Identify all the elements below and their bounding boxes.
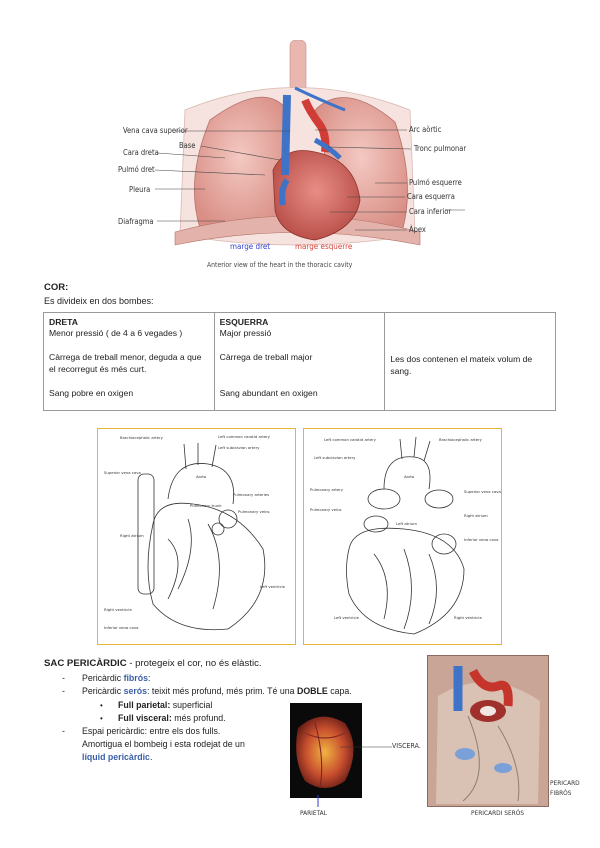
label-pericardi-fibros-1: PERICARD: [550, 779, 580, 787]
hl-right-ventricle: Right ventricle: [104, 607, 132, 612]
leader-visceral: [340, 735, 400, 755]
space-text-2: Amortigua el bombeig i esta rodejat de un: [82, 739, 245, 749]
esquerra-blood: Sang abundant en oxigen: [219, 388, 318, 398]
esquerra-pressure: Major pressió: [219, 328, 272, 338]
seros-prefix: Pericàrdic: [82, 686, 124, 696]
label-cara-inferior: Cara inferior: [409, 207, 452, 216]
hr-pulmonary-artery: Pulmonary artery: [310, 487, 343, 492]
leader-parietal: [314, 795, 322, 809]
hr-left-subclavian: Left subclavian artery: [314, 455, 356, 460]
hr-right-ventricle: Right ventricle: [454, 615, 482, 620]
hl-superior-vena-cava: Superior vena cava: [104, 470, 141, 475]
fibros-term: fibrós: [123, 673, 148, 683]
lungs-figure: [115, 40, 485, 280]
pericardium-sac-illustration: [428, 656, 548, 806]
dreta-pressure: Menor pressió ( de 4 a 6 vegades ): [49, 328, 183, 338]
label-cara-dreta: Cara dreta: [123, 148, 159, 157]
seros-bold: DOBLE: [296, 686, 328, 696]
label-diafragma: Diafragma: [118, 217, 154, 226]
column-title-esquerra: ESQUERRA: [219, 317, 269, 327]
hl-pulmonary-veins: Pulmonary veins: [238, 509, 270, 514]
label-pulmo-esquerre: Pulmó esquerre: [409, 178, 462, 187]
visceral-term: Full visceral:: [118, 713, 172, 723]
list-item: - Pericàrdic fibrós:: [62, 673, 151, 683]
label-vena-cava-superior: Vena cava superior: [123, 126, 188, 135]
sac-title-rest: - protegeix el cor, no és elàstic.: [126, 658, 262, 669]
hr-brachiocephalic: Brachiocephalic artery: [439, 437, 482, 442]
hl-pulmonary-arteries: Pulmonary arteries: [233, 492, 270, 497]
hr-right-atrium: Right atrium: [464, 513, 488, 518]
hr-pulmonary-veins: Pulmonary veins: [310, 507, 342, 512]
label-tronc-pulmonar: Tronc pulmonar: [414, 144, 467, 153]
heart-drawing-left: [97, 428, 296, 645]
sac-heading: [44, 658, 262, 669]
hr-aorta: Aorta: [404, 474, 415, 479]
hl-aorta: Aorta: [196, 474, 207, 479]
hl-left-ventricle: Left ventricle: [260, 584, 285, 589]
label-marge-esquerre: marge esquerre: [295, 242, 353, 251]
seros-suffix: : teixit més profund, més prim. Té una: [147, 686, 297, 696]
hr-left-common-carotid: Left common carotid artery: [324, 437, 376, 442]
parietal-term: Full parietal:: [118, 700, 171, 710]
parietal-text: superficial: [170, 700, 213, 710]
label-pleura: Pleura: [129, 185, 151, 194]
esquerra-workload: Càrrega de treball major: [219, 352, 313, 362]
table-cell-both: [385, 313, 556, 411]
space-end: .: [149, 752, 153, 762]
pericardium-photo-large: [427, 655, 549, 807]
hl-inferior-vena-cava: Inferior vena cava: [104, 625, 139, 630]
list-item: - Espai pericàrdic: entre els dos fulls. Amortigua el bombeig i esta rodejat de un líquid pericàrdic.: [62, 726, 245, 762]
hr-superior-vena-cava: Superior vena cava: [464, 489, 501, 494]
label-pulmo-dret: Pulmó dret: [118, 165, 155, 174]
label-base: Base: [179, 141, 196, 150]
figure-caption: Anterior view of the heart in the thoracic cavity: [207, 261, 353, 269]
hr-inferior-vena-cava: Inferior vena cava: [464, 537, 499, 542]
hr-left-ventricle: Left ventricle: [334, 615, 359, 620]
dreta-workload: Càrrega de treball menor, deguda a que el recorregut és més curt.: [49, 352, 202, 374]
hl-brachiocephalic: Brachiocephalic artery: [120, 435, 163, 440]
sac-space-list: [62, 725, 297, 764]
label-parietal: PARIETAL: [300, 809, 327, 817]
hl-left-subclavian: Left subclavian artery: [218, 445, 260, 450]
space-text-1: Espai pericàrdic: entre els dos fulls.: [82, 726, 221, 736]
column-title-both: [390, 317, 550, 329]
cor-intro: Es divideix en dos bombes:: [44, 296, 154, 306]
label-visceral: VISCERA.: [392, 742, 421, 750]
label-arc-aortic: Arc aòrtic: [409, 125, 442, 134]
dreta-blood: Sang pobre en oxigen: [49, 388, 134, 398]
hl-pulmonary-trunk: Pulmonary trunk: [190, 503, 222, 508]
hl-right-atrium: Right atrium: [120, 533, 144, 538]
cor-heading: COR:: [44, 282, 69, 293]
liquid-term: líquid pericàrdic: [82, 752, 150, 762]
sac-sublist: [98, 699, 278, 725]
list-item: • Full parietal: superficial: [100, 700, 213, 710]
list-item: • Full visceral: més profund.: [100, 713, 226, 723]
seros-term: serós: [123, 686, 148, 696]
hl-left-common-carotid: Left common carotid artery: [218, 434, 270, 439]
hr-left-atrium: Left atrium: [396, 521, 417, 526]
sac-title: SAC PERICÀRDIC: [44, 658, 127, 669]
comparison-table: [43, 312, 556, 411]
table-cell-esquerra: [214, 313, 385, 411]
table-row: [44, 313, 556, 411]
label-cara-esquerra: Cara esquerra: [407, 192, 455, 201]
fibros-prefix: Pericàrdic: [82, 673, 124, 683]
fibros-suffix: :: [148, 673, 151, 683]
both-volume-note: Les dos contenen el mateix volum de sang.: [390, 354, 533, 376]
list-item: - Pericàrdic serós: teixit més profund, més prim. Té una DOBLE capa.: [62, 686, 352, 696]
table-cell-dreta: [44, 313, 215, 411]
seros-end: capa.: [327, 686, 352, 696]
label-pericardi-fibros-2: FIBRÓS: [550, 789, 572, 797]
visceral-text: més profund.: [171, 713, 226, 723]
label-pericardi-seros: PERICARDI SERÓS: [471, 809, 525, 817]
heart-drawing-right: [303, 428, 502, 645]
label-marge-dret: marge dret: [230, 242, 271, 251]
column-title-dreta: DRETA: [49, 317, 78, 327]
sac-list: [62, 672, 352, 698]
label-apex: Àpex: [409, 225, 426, 234]
